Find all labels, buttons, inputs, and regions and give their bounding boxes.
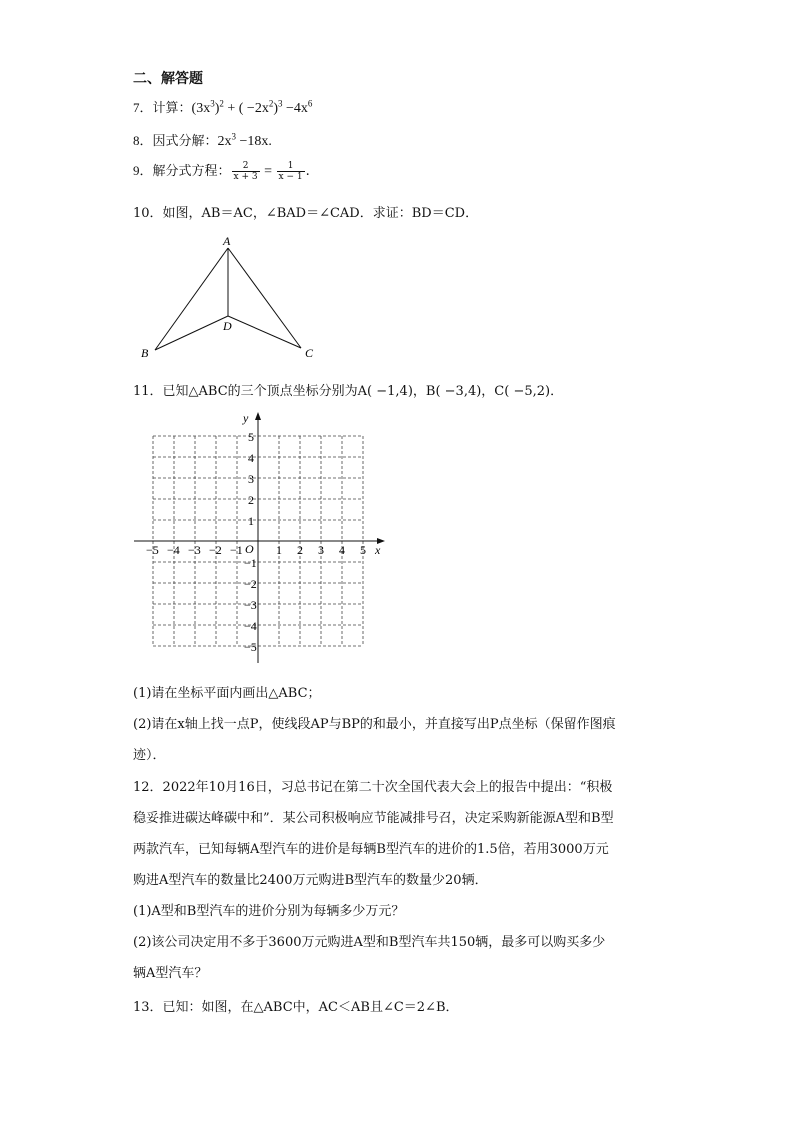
label-C: C (305, 346, 314, 360)
y-tick-label: −5 (244, 640, 257, 654)
q9-label: 解分式方程： (152, 164, 231, 179)
x-tick-label: −1 (230, 543, 243, 557)
question-12-part-1: (1)A型和B型汽车的进价分别为每辆多少万元？ (133, 904, 405, 919)
q8-number: 8． (133, 133, 153, 148)
section-title: 二、解答题 (133, 71, 203, 87)
y-tick-label: −1 (244, 556, 257, 570)
origin-label: O (245, 542, 254, 556)
question-11-part-2: (2)请在x轴上找一点P，使线段AP与BP的和最小，并直接写出P点坐标（保留作图痕 (133, 717, 616, 732)
question-8 (133, 130, 272, 150)
q8-label: 因式分解： (152, 134, 218, 149)
x-tick-label: 2 (297, 543, 303, 557)
x-tick-label: −5 (146, 543, 159, 557)
y-tick-label: −3 (244, 598, 257, 612)
y-tick-label: 1 (248, 514, 254, 528)
y-tick-label: 3 (248, 472, 254, 486)
x-tick-label: −2 (209, 543, 222, 557)
y-axis-label: y (243, 411, 249, 425)
question-12-line-2: 稳妥推进碳达峰碳中和”．某公司积极响应节能减排号召，决定采购新能源A型和B型 (133, 811, 614, 826)
y-tick-label: 4 (248, 451, 254, 465)
question-9: 9．解分式方程： $\frac{2}{x + 3}$ = $\frac{1}{x - 1}$ . (133, 161, 310, 182)
label-B: B (141, 346, 149, 360)
question-13: 13．已知：如图，在△ABC中，AC＜AB且∠C＝2∠B． (133, 1000, 459, 1015)
question-11: 11．已知△ABC的三个顶点坐标分别为A( −1,4)，B( −3,4)，C( −5,2)． (133, 384, 564, 399)
question-12-line-3: 两款汽车，已知每辆A型汽车的进价是每辆B型汽车的进价的1.5倍，若用3000万元 (133, 842, 609, 857)
segment-AC (228, 248, 301, 348)
coordinate-grid (132, 408, 392, 666)
question-10: 10．如图，AB＝AC，∠BAD＝∠CAD．求证：BD＝CD． (133, 206, 479, 221)
q7-label: 计算： (152, 101, 192, 116)
question-11-part-1: (1)请在坐标平面内画出△ABC； (133, 686, 321, 701)
y-tick-label: −2 (244, 577, 257, 591)
question-11-part-2-continued: 迹）． (133, 748, 166, 763)
x-tick-labels (146, 543, 366, 557)
segment-BD (155, 316, 228, 350)
x-tick-label: 1 (276, 543, 282, 557)
x-tick-label: 5 (360, 543, 366, 557)
q7-expression: $(3x^3)^2$ + ( $-2x^2)^3 -4x^6$ (191, 98, 313, 116)
label-D: D (223, 319, 232, 333)
triangle-figure (135, 232, 325, 362)
question-12-line-1: 12．2022年10月16日，习总书记在第二十次全国代表大会上的报告中提出：“积极 (133, 780, 613, 795)
y-tick-label: −4 (244, 619, 257, 633)
question-12-part-2: (2)该公司决定用不多于3600万元购进A型和B型汽车共150辆，最多可以购买多少 (133, 935, 606, 950)
x-tick-label: 4 (339, 543, 345, 557)
q9-fraction-left: $\frac{2}{x + 3}$ (233, 161, 258, 182)
q7-number: 7． (133, 100, 153, 115)
x-tick-label: 3 (318, 543, 324, 557)
question-7 (133, 97, 312, 117)
segment-AB (155, 248, 228, 350)
y-axis-arrow (255, 412, 261, 420)
q8-expression: $2x^3 -18x$. (217, 131, 272, 149)
label-A: A (223, 234, 231, 248)
segment-CD (228, 316, 301, 348)
x-tick-label: −3 (188, 543, 201, 557)
question-12-line-4: 购进A型汽车的数量比2400万元购进B型汽车的数量少20辆． (133, 873, 488, 888)
y-tick-label: 2 (248, 493, 254, 507)
x-tick-label: −4 (167, 543, 180, 557)
q9-fraction-right: $\frac{1}{x - 1}$ (278, 161, 303, 182)
q9-number: 9． (133, 163, 153, 178)
y-tick-label: 5 (248, 430, 254, 444)
x-axis-label: x (375, 543, 381, 557)
question-12-part-2-continued: 辆A型汽车？ (133, 966, 208, 981)
